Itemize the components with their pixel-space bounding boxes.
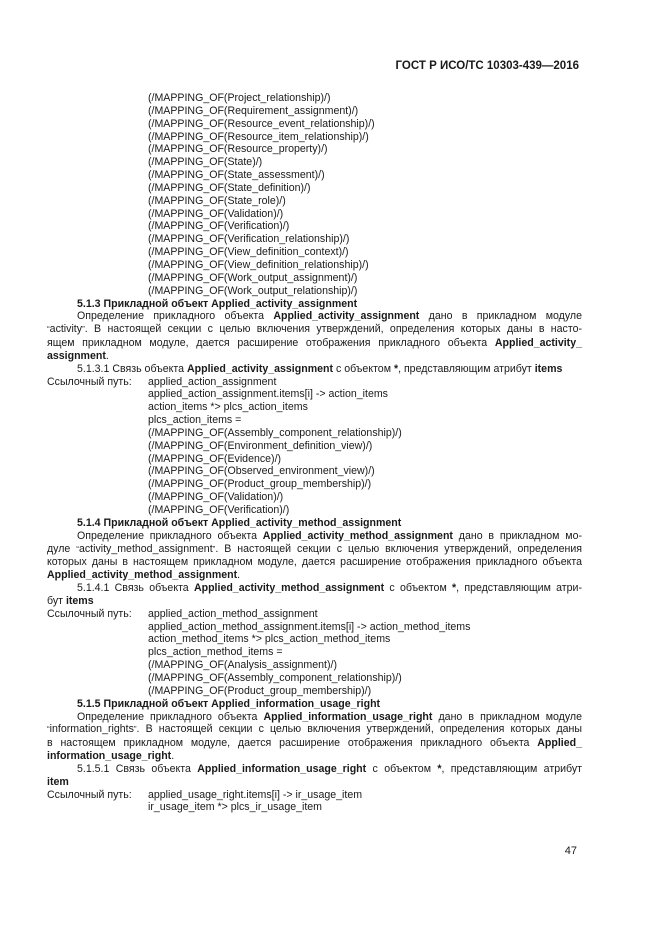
- mapping-line: (/MAPPING_OF(Work_output_assignment)/): [148, 271, 358, 284]
- reference-path-line: (/MAPPING_OF(Assembly_component_relationship)/): [148, 671, 402, 684]
- section-paragraph-line: ящем прикладном модуле, дается расширение отображения прикладного объекта Applied_activity_: [47, 337, 582, 350]
- mapping-line: (/MAPPING_OF(Requirement_assignment)/): [148, 104, 359, 117]
- reference-path-line: plcs_action_method_items =: [148, 646, 283, 659]
- reference-path-5-1-5-1: [47, 789, 582, 815]
- reference-path-line: applied_usage_right.items[i] -> ir_usage_item: [148, 788, 363, 801]
- reference-path-label: Ссылочный путь:: [47, 788, 132, 801]
- section-paragraph-line: Определение прикладного объекта Applied_activity_method_assignment дано в прикладном мо-: [77, 529, 582, 542]
- mapping-line: (/MAPPING_OF(State_role)/): [148, 194, 286, 207]
- reference-path-line: (/MAPPING_OF(Product_group_membership)/): [148, 478, 372, 491]
- mapping-line: (/MAPPING_OF(State_definition)/): [148, 181, 311, 194]
- section-paragraph-line: “activity”. В настоящей секции с целью включения утверждений, определения которых даны в насто-: [47, 323, 582, 336]
- section-heading-5-1-4: 5.1.4 Прикладной объект Applied_activity_method_assignment: [77, 516, 402, 529]
- reference-path-line: (/MAPPING_OF(Assembly_component_relationship)/): [148, 426, 402, 439]
- section-paragraph-line: дуле “activity_method_assignment”. В настоящей секции с целью включения утверждений, определения: [47, 542, 582, 555]
- reference-path-line: ir_usage_item *> plcs_ir_usage_item: [148, 801, 323, 814]
- section-paragraph-line: в настоящем прикладном модуле, дается расширение отображения прикладного объекта Applied_: [47, 737, 582, 750]
- reference-path-line: applied_action_assignment: [148, 375, 277, 388]
- mapping-list-1: [47, 92, 582, 298]
- section-paragraph-line: Определение прикладного объекта Applied_information_usage_right дано в прикладном модуле: [77, 710, 582, 723]
- mapping-line: (/MAPPING_OF(View_definition_context)/): [148, 246, 349, 259]
- reference-path-line: (/MAPPING_OF(Evidence)/): [148, 452, 282, 465]
- subsection-heading-5-1-3-1: 5.1.3.1 Связь объекта Applied_activity_assignment с объектом *, представляющим атрибут items: [77, 362, 563, 375]
- section-paragraph-line: information_usage_right.: [47, 750, 175, 763]
- reference-path-line: applied_action_method_assignment: [148, 607, 318, 620]
- subsection-heading-5-1-4-1: 5.1.4.1 Связь объекта Applied_activity_method_assignment с объектом *, представляющим атри-: [77, 582, 582, 595]
- reference-path-line: action_method_items *> plcs_action_method_items: [148, 633, 391, 646]
- reference-path-line: (/MAPPING_OF(Analysis_assignment)/): [148, 659, 337, 672]
- section-paragraph-line: “information_rights”. В настоящей секции с целью включения утверждений, определения которых даны: [47, 723, 582, 736]
- reference-path-line: (/MAPPING_OF(Observed_environment_view)/): [148, 465, 375, 478]
- reference-path-label: Ссылочный путь:: [47, 375, 132, 388]
- page-number: 47: [564, 845, 577, 857]
- section-paragraph-line: Определение прикладного объекта Applied_activity_assignment дано в прикладном модуле: [77, 310, 582, 323]
- subsection-heading-continuation: item: [47, 775, 69, 788]
- mapping-line: (/MAPPING_OF(Project_relationship)/): [148, 92, 331, 104]
- reference-path-line: plcs_action_items =: [148, 414, 242, 427]
- mapping-line: (/MAPPING_OF(View_definition_relationship)/): [148, 258, 369, 271]
- reference-path-line: applied_action_assignment.items[i] -> action_items: [148, 388, 388, 401]
- mapping-line: (/MAPPING_OF(Verification)/): [148, 220, 290, 233]
- section-heading-5-1-5: 5.1.5 Прикладной объект Applied_information_usage_right: [77, 697, 381, 710]
- reference-path-line: applied_action_method_assignment.items[i] -> action_method_items: [148, 620, 471, 633]
- section-paragraph-line: assignment.: [47, 349, 109, 362]
- reference-path-line: (/MAPPING_OF(Verification)/): [148, 504, 290, 516]
- section-heading-5-1-3: 5.1.3 Прикладной объект Applied_activity_assignment: [77, 297, 358, 310]
- reference-path-line: (/MAPPING_OF(Environment_definition_view)/): [148, 439, 373, 452]
- mapping-line: (/MAPPING_OF(Verification_relationship)/): [148, 233, 350, 246]
- mapping-line: (/MAPPING_OF(Resource_event_relationship)/): [148, 117, 375, 130]
- document-body: [47, 92, 582, 814]
- mapping-line: (/MAPPING_OF(State_assessment)/): [148, 169, 325, 182]
- mapping-line: (/MAPPING_OF(Resource_item_relationship)/): [148, 130, 369, 143]
- subsection-heading-continuation: бут items: [47, 594, 94, 607]
- section-paragraph-line: которых даны в настоящем прикладном модуле, дается расширение отображения прикладного объекта: [47, 556, 582, 569]
- reference-path-line: (/MAPPING_OF(Product_group_membership)/): [148, 684, 372, 697]
- subsection-heading-5-1-5-1: 5.1.5.1 Связь объекта Applied_information_usage_right с объектом *, представляющим атрибут: [77, 762, 582, 775]
- reference-path-line: action_items *> plcs_action_items: [148, 401, 308, 414]
- mapping-line: (/MAPPING_OF(Work_output_relationship)/): [148, 284, 358, 297]
- mapping-line: (/MAPPING_OF(Validation)/): [148, 207, 284, 220]
- standard-header: ГОСТ Р ИСО/ТС 10303-439—2016: [395, 60, 579, 72]
- reference-path-5-1-3-1: [47, 376, 582, 517]
- mapping-line: (/MAPPING_OF(Resource_property)/): [148, 143, 328, 156]
- reference-path-line: (/MAPPING_OF(Validation)/): [148, 491, 284, 504]
- reference-path-label: Ссылочный путь:: [47, 607, 132, 620]
- mapping-line: (/MAPPING_OF(State)/): [148, 156, 263, 169]
- reference-path-5-1-4-1: [47, 608, 582, 698]
- section-paragraph-line: Applied_activity_method_assignment.: [47, 569, 241, 582]
